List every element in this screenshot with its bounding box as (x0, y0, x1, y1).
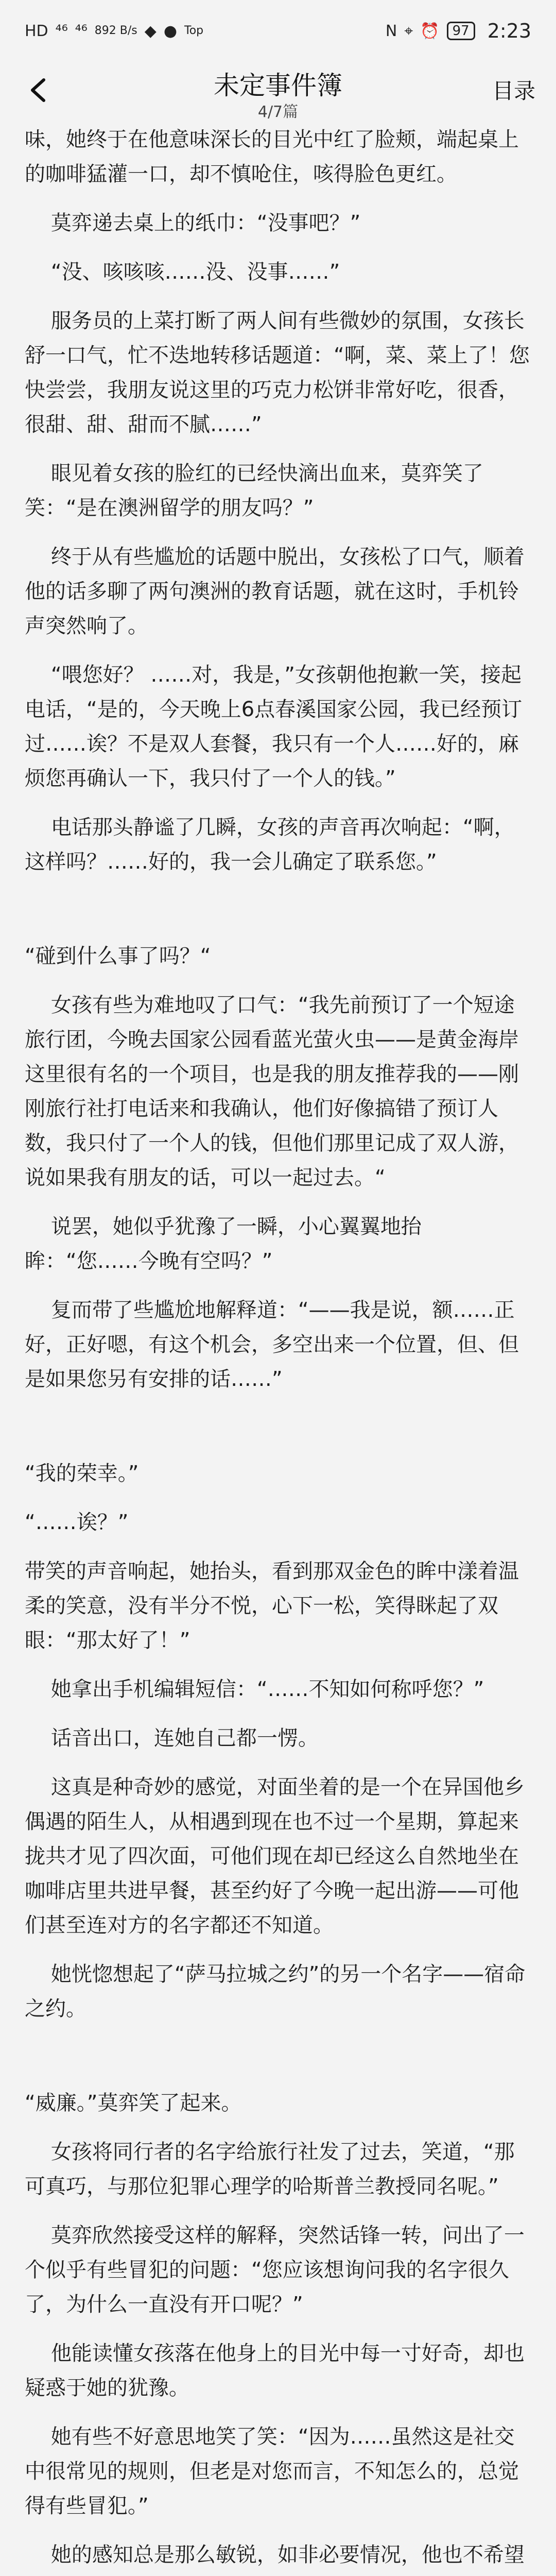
status-time: 2:23 (487, 20, 531, 42)
status-left (25, 22, 203, 40)
paragraph: 她恍惚想起了“萨马拉城之约”的另一个名字——宿命之约。 (25, 1962, 526, 2021)
paragraph: “喂您好？ ……对，我是，”女孩朝他抱歉一笑，接起电话，“是的，今天晚上6点春溪国家公园，我已经预订过……诶？不是双人套餐，我只有一个人……好的，麻烦您再确认一下，我只付了一个人的钱。” (25, 663, 523, 790)
paragraph: 他能读懂女孩落在他身上的目光中每一寸好奇，却也疑惑于她的犹豫。 (25, 2342, 525, 2400)
paragraph: 这真是种奇妙的感觉，对面坐着的是一个在异国他乡偶遇的陌生人，从相遇到现在也不过一个星期，算起来拢共才见了四次面，可他们现在却已经这么自然地坐在咖啡店里共进早餐，甚至约好了今晚一起出游——可他们甚至连对方的名字都还不知道。 (25, 1775, 525, 1937)
paragraph: “我的荣幸。” (25, 1462, 139, 1485)
alarm-icon: ⏰ (420, 22, 440, 40)
toc-button[interactable]: 目录 (492, 78, 535, 104)
paragraph: 复而带了些尴尬地解释道：“——我是说，额……正好，正好嗯，有这个机会，多空出来一个位置，但、但是如果您另有安排的话……” (25, 1298, 519, 1391)
page-title: 未定事件簿 (214, 71, 342, 100)
status-right (386, 20, 531, 42)
paragraph: 电话那头静谧了几瞬，女孩的声音再次响起：“啊，这样吗？……好的，我一会儿确定了联系您。” (25, 816, 515, 874)
paragraph: 她有些不好意思地笑了笑：“因为……虽然这是社交中很常见的规则，但老是对您而言，不知怎么的，总觉得有些冒犯。” (25, 2425, 519, 2518)
paragraph: 话音出口，连她自己都一愣。 (25, 1726, 319, 1750)
paragraph: 她的感知总是那么敏锐，如非必要情况，他也不希望 (50, 2543, 525, 2567)
paragraph: 她拿出手机编辑短信：“……不知如何称呼您？” (25, 1677, 484, 1701)
paragraph: “碰到什么事了吗？“ (25, 944, 211, 968)
notification-icon: ◆ (144, 22, 157, 40)
paragraph: 莫弈欣然接受这样的解释，突然话锋一转，问出了一个似乎有些冒犯的问题：“您应该想询问我的名字很久了，为什么一直没有开口呢？” (25, 2224, 525, 2316)
nfc-icon: N (385, 22, 397, 40)
paragraph: 味，她终于在他意味深长的目光中红了脸颊，端起桌上的咖啡猛灌一口，却不慎呛住，咳得脸色更红。 (25, 128, 519, 186)
paragraph: 眼见着女孩的脸红的已经快滴出血来，莫弈笑了笑：“是在澳洲留学的朋友吗？” (25, 462, 483, 520)
battery-icon: 97 (447, 22, 475, 40)
signal-1-icon: ⁴⁶ (55, 22, 68, 40)
network-speed: 892 B/s (94, 24, 137, 37)
location-icon: ⌖ (404, 22, 413, 40)
reader-header (0, 62, 556, 124)
paragraph: “威廉。”莫弈笑了起来。 (25, 2091, 242, 2115)
paragraph: “……诶？” (25, 1511, 129, 1534)
paragraph: 终于从有些尴尬的话题中脱出，女孩松了口气，顺着他的话多聊了两句澳洲的教育话题，就在这时，手机铃声突然响了。 (25, 545, 525, 638)
paragraph-spacer (25, 1411, 531, 1456)
page-indicator: 4/7篇 (257, 103, 299, 121)
paragraph-spacer (25, 894, 531, 939)
paragraph: 说罢，她似乎犹豫了一瞬，小心翼翼地抬眸：“您……今晚有空吗？” (25, 1215, 422, 1273)
status-glyph: HD (25, 22, 48, 40)
top-badge: Top (184, 24, 204, 37)
paragraph-spacer (25, 2041, 531, 2086)
paragraph: “没、咳咳咳……没、没事……” (25, 260, 340, 284)
article-content (25, 123, 531, 2576)
paragraph: 女孩将同行者的名字给旅行社发了过去，笑道，“那可真巧，与那位犯罪心理学的哈斯普兰教授同名呢。” (25, 2140, 515, 2198)
paragraph: 带笑的声音响起，她抬头，看到那双金色的眸中漾着温柔的笑意，没有半分不悦，心下一松，笑得眯起了双眼：“那太好了！” (25, 1560, 519, 1652)
paragraph: 女孩有些为难地叹了口气：“我先前预订了一个短途旅行团，今晚去国家公园看蓝光萤火虫——是黄金海岸这里很有名的一个项目，也是我的朋友推荐我的——刚刚旅行社打电话来和我确认，他们好像搞错了预订人数，我只付了一个人的钱，但他们那里记成了双人游，说如果我有朋友的话，可以一起过去。“ (25, 993, 519, 1190)
paragraph: 服务员的上菜打断了两人间有些微妙的氛围，女孩长舒一口气，忙不迭地转移话题道：“啊，菜、菜上了！您快尝尝，我朋友说这里的巧克力松饼非常好吃，很香，很甜、甜、甜而不腻……” (25, 309, 530, 436)
signal-2-icon: ⁴⁶ (75, 22, 88, 40)
paragraph: 莫弈递去桌上的纸巾：“没事吧？” (25, 211, 361, 235)
status-bar (0, 0, 556, 62)
chat-icon: ● (163, 22, 178, 40)
